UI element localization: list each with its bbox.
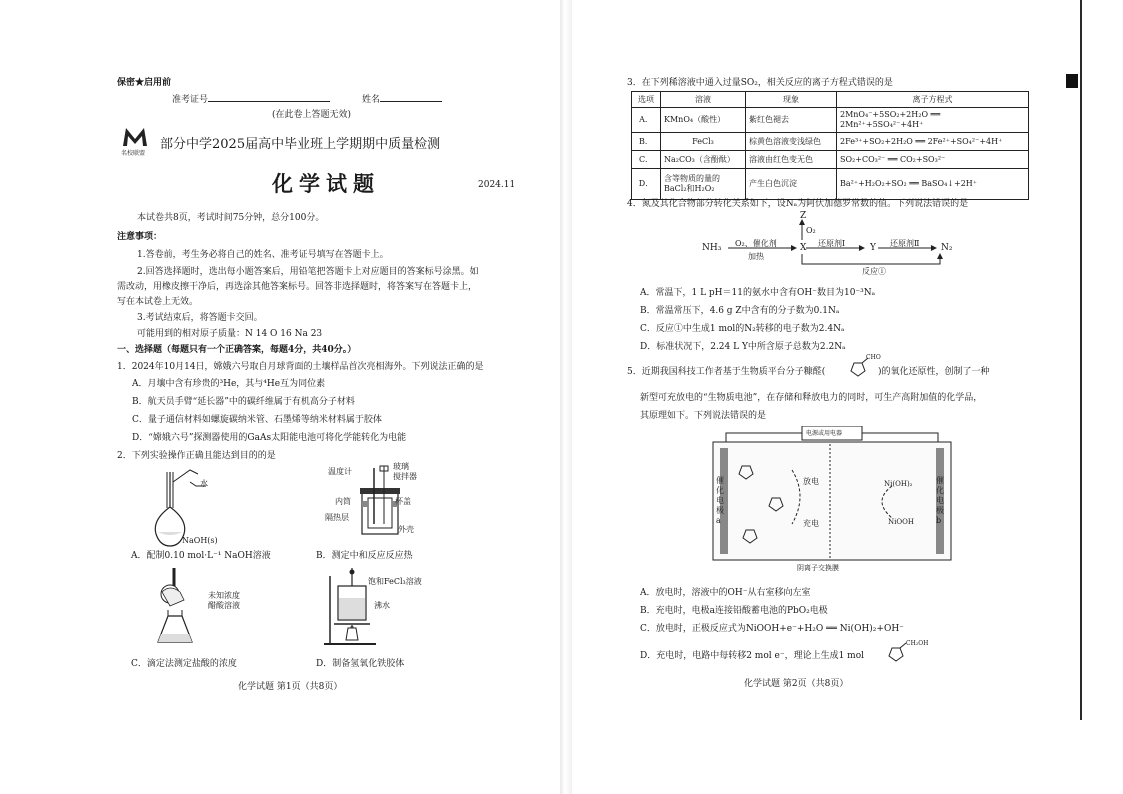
note-3: 3.考试结束后，将答题卡交回。 (137, 313, 263, 323)
q5-option-c: C．放电时，正极反应式为NiOOH+e⁻+H₂O ══ Ni(OH)₂+OH⁻ (640, 624, 904, 634)
page-footer-right: 化学试题 第2页（共8页） (744, 679, 849, 689)
label-fecl3: 饱和FeCl₃溶液 (368, 577, 422, 586)
scheme-z: Z (800, 211, 807, 221)
biomass-battery-diagram (712, 426, 952, 566)
q1-option-a: A．月壤中含有珍贵的³He，其与⁴He互为同位素 (132, 379, 326, 389)
power-source-label: 电源或用电器 (806, 430, 843, 437)
ni-oh2-label: Ni(OH)₂ (884, 480, 913, 488)
caption-a: A．配制0.10 mol·L⁻¹ NaOH溶液 (131, 551, 271, 561)
label-insulation: 隔热层 (325, 513, 349, 522)
q4-option-d: D．标准状况下，2.24 L Y中所含原子总数为2.2Nₐ (640, 342, 846, 352)
exam-date: 2024.11 (478, 180, 516, 190)
scheme-x: X (800, 243, 807, 253)
scheme-o2: O₂ (806, 226, 816, 235)
discharge-label: 放电 (803, 477, 819, 486)
label-thermometer: 温度计 (328, 467, 352, 476)
caption-d: D．制备氢氧化铁胶体 (316, 659, 405, 669)
q3-col-solution: 溶液 (661, 92, 746, 108)
note-2-end: 写在本试卷上无效。 (117, 297, 199, 307)
secret-label: 保密★启用前 (117, 78, 172, 88)
niooh-label: NiOOH (888, 518, 914, 526)
scheme-reaction-1: 反应① (862, 267, 886, 276)
label-outer: 外壳 (398, 525, 414, 534)
q5-option-d: D．充电时，电路中每转移2 mol e⁻，理论上生成1 mol (640, 651, 864, 661)
table-row: A． KMnO₄（酸性） 紫红色褪去 2MnO₄⁻+5SO₂+2H₂O ══ 2Mn²⁺+5SO₄²⁻+4H⁺ (632, 108, 1029, 133)
left-page (0, 0, 560, 794)
q5-stem-1b: )的氧化还原性，创制了一种 (878, 367, 990, 377)
table-row: D． 含等物质的量的BaCl₂和H₂O₂ 产生白色沉淀 Ba²⁺+H₂O₂+SO₂ ══ BaSO₄↓+2H⁺ (632, 169, 1029, 200)
q4-stem: 4．氮及其化合物部分转化关系如下，设Nₐ为阿伏加德罗常数的值。下列说法错误的是 (627, 199, 969, 209)
exam-number-label: 准考证号 (172, 92, 330, 105)
label-water: 水 (200, 479, 208, 488)
q4-option-c: C．反应①中生成1 mol的N₂转移的电子数为2.4Nₐ (640, 324, 845, 334)
q5-option-b: B．充电时，电极a连接铅酸蓄电池的PbO₂电极 (640, 606, 828, 616)
q1-stem: 1．2024年10月14日，嫦娥六号取自月球背面的土壤样品首次亮相海外。下列说法正确的是 (117, 362, 484, 372)
name-label: 姓名 (362, 92, 442, 105)
table-row: B． FeCl₃ 棕黄色溶液变浅绿色 2Fe³⁺+SO₂+2H₂O ══ 2Fe²⁺+SO₄²⁻+4H⁺ (632, 133, 1029, 151)
registration-mark (1066, 74, 1078, 88)
q5-stem-3: 其原理如下。下列说法错误的是 (640, 411, 767, 421)
caption-b: B．测定中和反应反应热 (316, 551, 413, 561)
q3-col-phenomenon: 现象 (746, 92, 837, 108)
scheme-cond1b: 加热 (748, 252, 764, 261)
scheme-r1: 还原剂Ⅰ (818, 239, 846, 248)
q1-option-b: B．航天员手臂“延长器”中的碳纤维属于有机高分子材料 (132, 397, 355, 407)
table-row: C． Na₂CO₃（含酚酞） 溶液由红色变无色 SO₂+CO₃²⁻ ══ CO₂+SO₃²⁻ (632, 151, 1029, 169)
membrane-label: 阴离子交换膜 (797, 564, 839, 572)
notice-heading: 注意事项： (117, 232, 163, 242)
q4-option-a: A．常温下，1 L pH＝11的氨水中含有OH⁻数目为10⁻³Nₐ (640, 288, 876, 298)
electrode-b-label: 催化电极b (936, 476, 944, 525)
scheme-r2: 还原剂Ⅱ (890, 239, 920, 248)
scheme-n2: N₂ (941, 243, 953, 253)
scheme-cond1: O₂、催化剂 (735, 239, 777, 248)
atomic-masses: 可能用到的相对原子质量：N 14 O 16 Na 23 (137, 329, 323, 339)
page-fold (560, 0, 572, 794)
q5-stem-2: 新型可充放电的“生物质电池”，在存储和释放电力的同时，可生产高附加值的化学品， (640, 393, 983, 403)
charge-label: 充电 (803, 519, 819, 528)
q1-option-d: D．“嫦娥六号”探测器使用的GaAs太阳能电池可将化学能转化为电能 (132, 433, 407, 443)
exam-header: 部分中学2025届高中毕业班上学期期中质量检测 (160, 137, 441, 152)
scheme-y: Y (870, 243, 876, 253)
cho-label: CHO (866, 354, 881, 361)
label-boiling: 沸水 (374, 601, 390, 610)
school-logo (122, 127, 148, 147)
q1-option-c: C．量子通信材料如螺旋碳纳米管、石墨烯等纳米材料属于胶体 (132, 415, 382, 425)
q4-option-b: B．常温常压下，4.6 g Z中含有的分子数为0.1Nₐ (640, 306, 840, 316)
binding-edge (1080, 0, 1082, 720)
q3-col-equation: 离子方程式 (837, 92, 1029, 108)
caption-c: C．滴定法测定盐酸的浓度 (131, 659, 237, 669)
electrode-a-label: 催化电极a (716, 476, 724, 525)
q3-table (631, 91, 1029, 200)
page-title: 化学试题 (272, 171, 380, 196)
logo-text: 名校联盟 (121, 150, 146, 157)
logo-icon (122, 127, 148, 147)
scheme-nh3: NH₃ (702, 243, 722, 253)
intro-text: 本试卷共8页，考试时间75分钟，总分100分。 (137, 213, 325, 223)
note-2: 2.回答选择题时，选出每小题答案后，用铅笔把答题卡上对应题目的答案标号涂黑。如 (137, 267, 479, 277)
q2-stem: 2．下列实验操作正确且能达到目的的是 (117, 451, 276, 461)
note-2-cont: 需改动，用橡皮擦干净后，再选涂其他答案标号。回答非选择题时，将答案写在答题卡上， (117, 282, 478, 292)
label-inner: 内筒 (335, 497, 351, 506)
q3-stem: 3．在下列稀溶液中通入过量SO₂，相关反应的离子方程式错误的是 (627, 78, 893, 88)
q5-option-a: A．放电时，溶液中的OH⁻从右室移向左室 (640, 588, 811, 598)
label-unknown-solution: 未知浓度 醋酸溶液 (208, 591, 240, 610)
page-footer-left: 化学试题 第1页（共8页） (238, 682, 343, 692)
label-naoh: NaOH(s) (182, 536, 218, 545)
q3-col-option: 选项 (632, 92, 661, 108)
section-heading: 一、选择题（每题只有一个正确答案，每题4分，共40分。） (117, 345, 357, 355)
answer-note: (在此卷上答题无效) (272, 110, 352, 120)
note-1: 1.答卷前，考生务必将自己的姓名、准考证号填写在答题卡上。 (137, 250, 389, 260)
ch2oh-label: CH₂OH (906, 640, 929, 647)
label-lid: 杯盖 (395, 497, 411, 506)
label-stirrer: 玻璃 搅拌器 (393, 462, 417, 481)
q5-stem-1: 5．近期我国科技工作者基于生物质平台分子糠醛( (627, 367, 826, 377)
